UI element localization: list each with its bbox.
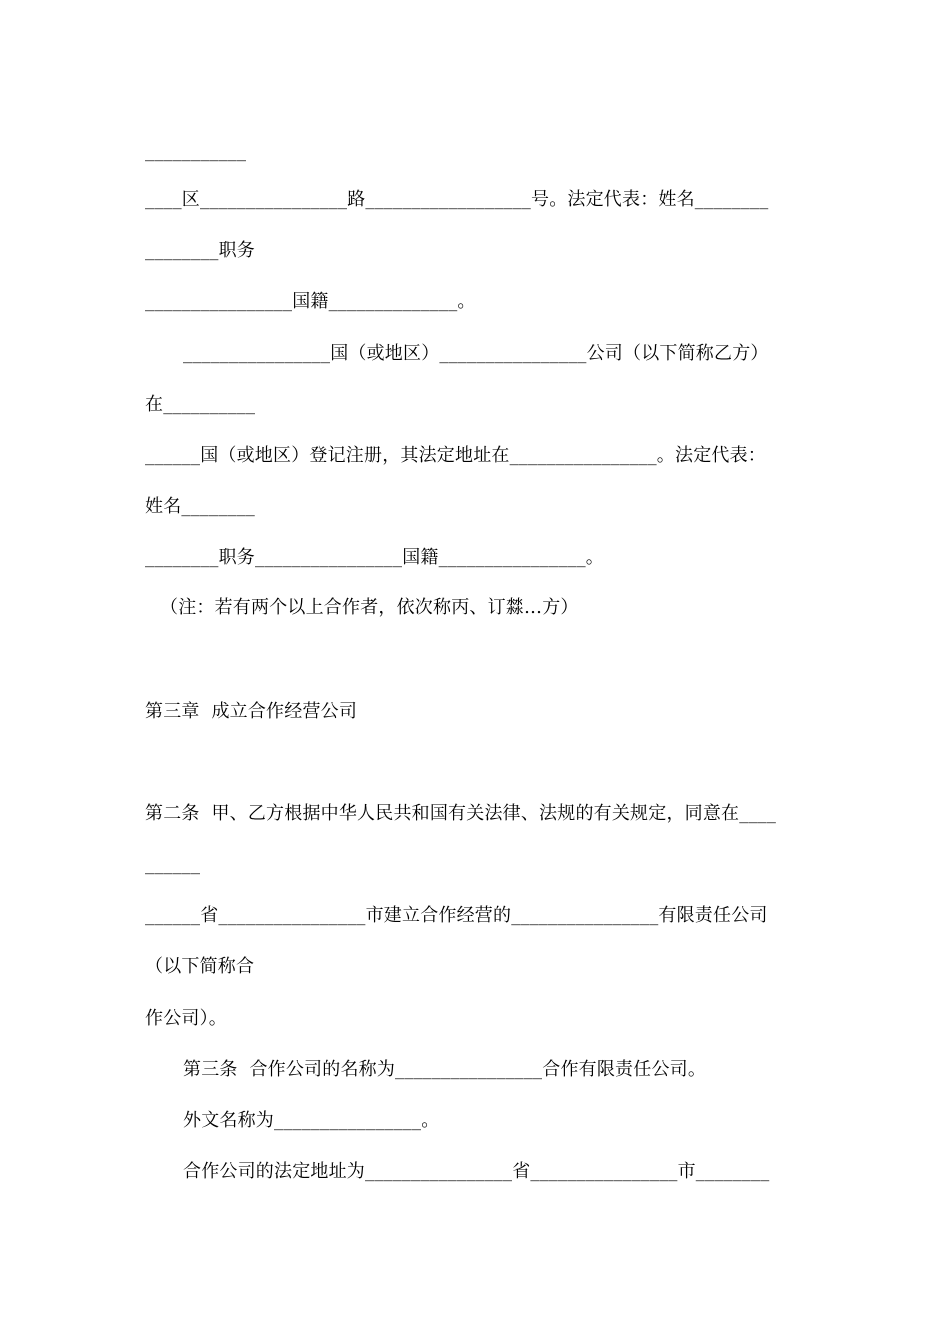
- party-a-address-line: ____区________________路__________________号。法定代表：姓名________: [145, 189, 769, 210]
- party-b-registration-line: ______国（或地区）登记注册，其法定地址在________________。法定代表：: [145, 445, 766, 466]
- article-two-abbrev-line: （以下简称合: [145, 956, 255, 977]
- article-two-line: 第二条 甲、乙方根据中华人民共和国有关法律、法规的有关规定，同意在____: [145, 803, 777, 824]
- chapter-heading: 第三章 成立合作经营公司: [145, 701, 358, 722]
- article-two-end-line: 作公司）。: [145, 1008, 227, 1029]
- note-line: （注：若有两个以上合作者，依次称丙、订㵘…方）: [160, 597, 579, 618]
- legal-address-line: 合作公司的法定地址为________________省________________市________: [183, 1161, 770, 1182]
- party-b-name-line: 姓名________: [145, 496, 255, 517]
- party-a-position-line: ________职务: [145, 240, 255, 261]
- party-b-at-line: 在__________: [145, 394, 256, 415]
- party-b-intro-line: ________________国（或地区）________________公司（以下简称乙方）: [183, 343, 769, 364]
- party-b-position-line: ________职务________________国籍________________。: [145, 547, 604, 568]
- article-two-location-line: ______省________________市建立合作经营的________________有限责任公司: [145, 905, 768, 926]
- article-three-line: 第三条 合作公司的名称为________________合作有限责任公司。: [183, 1059, 707, 1080]
- article-two-blank-line: ______: [145, 854, 201, 875]
- party-a-nationality-line: ________________国籍______________。: [145, 291, 476, 312]
- foreign-name-line: 外文名称为________________。: [183, 1110, 440, 1131]
- blank-line: ___________: [145, 141, 247, 162]
